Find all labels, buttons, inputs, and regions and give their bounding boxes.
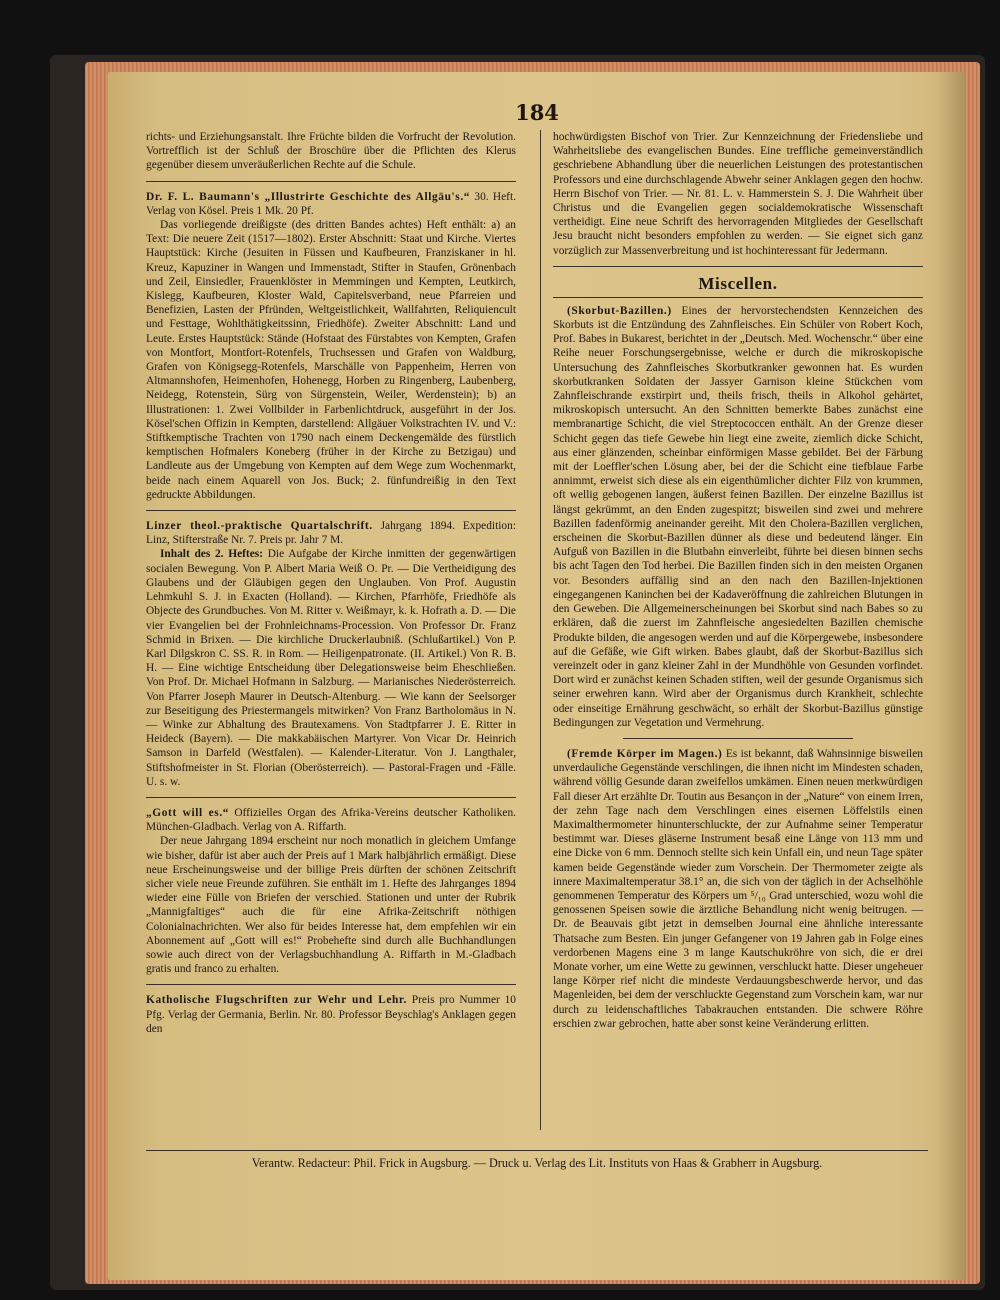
page-number: 184 — [515, 100, 559, 125]
footer-rule — [146, 1150, 928, 1151]
review-heading: Dr. F. L. Baumann's „Illustrirte Geschichte des Allgäu's.“ — [146, 190, 471, 203]
article-text: Es ist bekannt, daß Wahnsinnige bisweilen unverdauliche Gegenstände verschlingen, die ihnen nicht im Mindesten schaden, während völlig Gesunde daran zweifellos umkämen. Einen neuen merkwürdigen Fall dieser Art erzählte Dr. Toutin aus Besançon in der „Nature“ von einem Irren, der zehn Tage nach dem Verschlingen eines eisernen Löffelstils einen Maximalthermometer hinunterschluckte, der zur Aufnahme seiner Temperatur bestimmt war. Dieses gläserne Instrument besaß eine Länge von 113 mm und eine Dicke von 6 mm. Dennoch stellte sich kein Unfall ein, und neun Tage später kamen beide Gegenstände wieder zum Vorschein. Der Thermometer zeigte als innere Maximaltemperatur 38.1° an, die sich von der täglich in der Achselhöhle genommenen Temperatur des Körpers um ⁵/₁₀ Grad unterschied, wozu wohl die genossenen Speisen sowie die ärztliche Behandlung nicht wenig beitrugen. — Dr. de Beauvais gibt jetzt in demselben Journal eine ähnliche interessante Thatsache zum Besten. Ein junger Gefangener von 19 Jahren gab in Folge eines verdorbenen Magens eine 3 m lange Kautschukröhre von sich, die er drei Monate vorher, um eine Wette zu gewinnen, verschluckt hatte. Dieser ungeheuer lange Körper rief nicht die mindeste Verdauungsbeschwerde hervor, und das Magenleiden, bei dem der verschluckte Gegenstand zum Vorschein kam, war nur durch zu leidenschaftliches Tabakrauchen entstanden. Die schwere Röhre erschien zwar gebrochen, hatte aber sonst keine Veränderung erlitten. — [553, 747, 924, 1030]
page-gutter-shadow — [936, 72, 966, 1280]
contents-label: Inhalt des 2. Heftes: — [160, 548, 263, 561]
review-text: Preis pro Nummer 10 Pfg. Verlag der Germania, Berlin. Nr. 80. Professor Beyschlag's Anklagen gegen den — [146, 994, 516, 1035]
left-column — [146, 130, 516, 1044]
review-text: Der neue Jahrgang 1894 erscheint nur noch monatlich in gleichem Umfange wie bisher, dafür ist aber auch der Preis auf 1 Mark halbjährlich ermäßigt. Diese neue Erscheinungsweise und der billige Preis dürften der schönen Zeitschrift sicher viele neue Freunde zuführen. Sie enthält im 1. Hefte des Jahrganges 1894 wieder eine Fülle von Briefen der verschied. Stationen und unter der Rubrik „Mannigfaltiges“ auch die für eine Afrika-Zeitschrift nöthigen Colonialnachrichten. Wer also für beides Interesse hat, dem empfehlen wir ein Abonnement auf „Gott will es!“ Probehefte sind durch alle Buchhandlungen sowie auch direct von der Verlagsbuchhandlung A. Riffarth in M.-Gladbach gratis und franco zu erhalten. — [146, 835, 516, 976]
linzer-review — [146, 519, 516, 789]
article-heading: (Fremde Körper im Magen.) — [567, 747, 723, 760]
baumann-review — [146, 190, 516, 502]
flugschriften-review — [146, 993, 516, 1036]
separator — [146, 181, 516, 182]
review-meta: Offizielles Organ des Afrika-Vereins deutscher Katholiken. München-Gladbach. Verlag von A. Riffarth. — [146, 806, 516, 834]
skorbut-article — [553, 304, 923, 730]
review-heading: Linzer theol.-praktische Quartalschrift. — [146, 520, 373, 533]
article-text: Eines der hervorstechendsten Kennzeichen des Skorbuts ist die Entzündung des Zahnfleisches. Ein Schüler von Robert Koch, Prof. Babes in Bukarest, berichtet in der „Deutsch. Med. Wochenschr.“ über eine Reihe neuer Forschungsergebnisse, welche er durch die mikroskopische Untersuchung des Zahnfleisches Skorbutkranker gewonnen hat. Es wurden skorbutkranken Soldaten der Jassyer Garnison kleine Stückchen vom Zahnfleischrande exstirpirt und, theils frisch, theils in Alkohol gehärtet, mikroskopisch untersucht. An den Schnitten bemerkte Babes zunächst eine membranartige Schicht, die viel Streptococcen enthält. An der Grenze dieser Schicht gegen das tiefe Gewebe hin liegt eine zweite, ziemlich dicke Schicht, aus einer glänzenden, scheinbar einförmigen Masse gebildet. Bei der Färbung mit der Loeffler'schen Lösung aber, bei der die Schicht eine tiefblaue Farbe annimmt, erweist sich diese als ein eigenthümlicher dichter Filz von krummen, oft wellig gebogenen langen, äußerst feinen Bazillen. Der einzelne Bazillus ist längst gekrümmt, an den Enden zugespitzt; bisweilen sind zwei und mehrere Bazillen fadenförmig aneinander gereiht. Mit den Cholera-Bazillen verglichen, erscheinen die Skorbut-Bazillen dünner als diese und bedeutend länger. Ein Aufguß von Bazillen in die Blutbahn einverleibt, führte bei diesen binnen sechs bis acht Tagen den Tod herbei. Die Bazillen finden sich in den meisten Organen vor. Besonders auffällig sind an den nach den Bazillen-Injektionen eingegangenen Kaninchen bei der Kadaveröffnung die zahlreichen Blutungen in den Geweben. Die Allgemeinerscheinungen bei Skorbut sind nach Babes so zu erklären, daß die zuerst im Zahnfleische angesiedelten Bazillen chemische Produkte bilden, die angesogen werden und auf die Körpergewebe, insbesondere auf die Gefäße, wie Gift wirken. Babes glaubt, daß der Skorbut-Bazillus sich vereinzelt oder in ganz kleiner Zahl in der Mundhöhle von Gesunden vorfindet. Dort wird er zunächst keinen Schaden stiften, weil der gesunde Organismus sich seiner erwehren kann. Wird aber der Organismus durch Krankheit, schlechte oder einseitige Ernährung geschwächt, so erhält der Skorbut-Bazillus günstige Bedingungen zur Vegetation und Vermehrung. — [553, 304, 923, 729]
review-meta: Jahrgang 1894. Expedition: Linz, Stifterstraße Nr. 7. Preis pr. Jahr 7 M. — [146, 520, 516, 547]
review-heading: „Gott will es.“ — [146, 806, 230, 819]
title-rule — [553, 297, 923, 298]
book-page — [108, 72, 966, 1280]
right-intro-paragraph: hochwürdigsten Bischof von Trier. Zur Kennzeichnung der Friedensliebe und Wahrheitsliebe des evangelischen Bundes. Eine treffliche gemeinverständlich geschriebene Abhandlung über die neuerlichen Leistungen des protestantischen Professors und eine durchschlagende Abwehr seiner Anklagen gegen den hochw. Herrn Bischof von Trier. — Nr. 81. L. v. Hammerstein S. J. Die Wahrheit über Christus und die Evangelien gegen socialdemokratische Wissenschaft vertheidigt. Eine neue Schrift des hervorragenden Mitgliedes der Gesellschaft Jesu braucht nicht besonders empfohlen zu werden. — Sie eignet sich ganz vorzüglich zur Massenverbreitung und ist hochinteressant für Jedermann. — [553, 131, 923, 257]
imprint-footer: Verantw. Redacteur: Phil. Frick in Augsburg. — Druck u. Verlag des Lit. Instituts von Haas & Grabherr in Augsburg. — [251, 1156, 823, 1170]
article-heading: (Skorbut-Bazillen.) — [567, 304, 672, 317]
review-heading: Katholische Flugschriften zur Wehr und Lehr. — [146, 994, 407, 1007]
separator — [146, 510, 516, 511]
title-rule — [553, 266, 923, 267]
review-text: Die Aufgabe der Kirche inmitten der gegenwärtigen socialen Bewegung. Von P. Albert Maria Weiß O. Pr. — Die Vertheidigung des Glaubens und der Gläubigen gegen den Unglauben. Von Prof. Augustin Lehmkuhl S. J. in Exacten (Holland). — Kirchen, Pfarrhöfe, Friedhöfe als Objecte des Grundbuches. Von M. Ritter v. Weißmayr, k. k. Hofrath a. D. — Die vier Evangelien bei der Frohnleichnams-Procession. Von Professor Dr. Franz Schmid in Brixen. — Die kirchliche Druckerlaubniß. (Schlußartikel.) Von P. Karl Dilgskron C. SS. R. in Rom. — Heiligenpatronate. (II. Artikel.) Von R. B. H. — Eine wichtige Entscheidung über Delegationsweise beim Eheschließen. Von Prof. Dr. Michael Hofmann in Salzburg. — Marianisches Niederösterreich. Von Pfarrer Joseph Maurer in Deutsch-Altenburg. — Wie kann der Seelsorger zur Beseitigung des Priestermangels mitwirken? Von Franz Bartholomäus in N. — Winke zur Abhaltung des Brautexamens. Von Stadtpfarrer J. E. Ritter in Heideck (Bayern). — Die makkabäischen Martyrer. Von Vicar Dr. Heinrich Samson in Darfeld (Westfalen). — Kalender-Literatur. Von J. Langthaler, Stiftshofmeister in St. Florian (Oberösterreich). — Pastoral-Fragen und -Fälle. U. s. w. — [146, 548, 516, 788]
right-column — [553, 130, 923, 1039]
gott-will-es-review — [146, 806, 516, 976]
separator — [146, 984, 516, 985]
separator — [623, 738, 852, 739]
review-text: Das vorliegende dreißigste (des dritten Bandes achtes) Heft enthält: a) an Text: Die neuere Zeit (1517—1802). Erster Abschnitt: Staat und Kirche. Viertes Hauptstück: Kirche (Jesuiten in Füssen und Kaufbeuren, Franziskaner in hl. Kreuz, Kapuziner in Wangen und Immenstadt, Stifter in Staufen, Grönenbach und Zeil, Einsiedler, Frauenklöster in Memmingen und Kempten, Leutkirch, Kislegg, Kaufbeuren, Kloster Wald, Capitelsverband, neue Pfarreien und Benefizien, Lasten der Pfründen, Weltgeistlichkeit, Wallfahrten, Reliquiencult und Festtage, Wohlthätigkeitssinn, Friedhöfe). Zweiter Abschnitt: Land und Leute. Erstes Hauptstück: Stände (Hofstaat des Fürstabtes von Kempten, Grafen von Montfort, Montfort-Rotenfels, Truchsessen und Grafen von Waldburg, Grafen von Königsegg-Rotenfels, Marschälle von Pappenheim, Herren von Altmannshofen, Heimenhofen, Hohenegg, Horben zu Ringenberg, Laubenberg, Neidegg, Rotenstein, Sürg von Sürgenstein, Weiler, Werdenstein); b) an Illustrationen: 1. Zwei Vollbilder in Farbenlichtdruck, ausgeführt in der Jos. Kösel'schen Offizin in Kempten, darstellend: Allgäuer Volkstrachten IV. und V.: Stiftkemptische Trachten von 1790 nach einem Deckengemälde des fürstlich kemptischen Hofmalers Koneberg (früher in der Kirche zu Betzigau) und Landleute aus der Umgebung von Kempten auf dem Wege zum Wochenmarkt, beide nach einem Aquarell von Jos. Buck; 2. fünfundreißig in den Text gedruckte Abbildungen. — [146, 219, 516, 501]
review-meta: 30. Heft. Verlag von Kösel. Preis 1 Mk. 20 Pf. — [146, 190, 516, 217]
left-intro-paragraph: richts- und Erziehungsanstalt. Ihre Früchte bilden die Vorfrucht der Revolution. Vortrefflich ist der Schluß der Broschüre über die Pflichten des Klerus gegenüber diesem unveräußerlichen Rechte auf die Schule. — [146, 131, 516, 172]
separator — [146, 797, 516, 798]
fremde-koerper-article — [553, 747, 923, 1031]
section-title: Miscellen. — [698, 273, 778, 293]
column-divider — [540, 130, 541, 1130]
